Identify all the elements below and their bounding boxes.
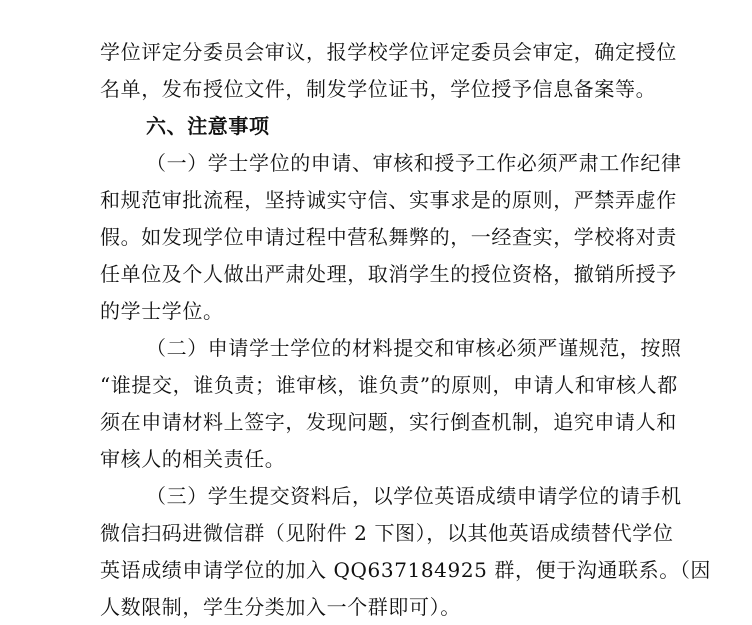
paragraph-line: 学位评定分委员会审议，报学校学位评定委员会审定，确定授位 bbox=[100, 40, 677, 64]
paragraph-line: 名单，发布授位文件，制发学位证书，学位授予信息备案等。 bbox=[100, 77, 657, 101]
paragraph-line: 微信扫码进微信群（见附件 2 下图），以其他英语成绩替代学位 bbox=[100, 521, 674, 545]
paragraph-line: 的学士学位。 bbox=[100, 299, 224, 323]
paragraph-line: 审核人的相关责任。 bbox=[100, 447, 286, 471]
paragraph-line: （三）学生提交资料后，以学位英语成绩申请学位的请手机 bbox=[146, 484, 682, 508]
paragraph-line: 任单位及个人做出严肃处理，取消学生的授位资格，撤销所授予 bbox=[100, 262, 677, 286]
paragraph-line: 假。如发现学位申请过程中营私舞弊的，一经查实，学校将对责 bbox=[100, 225, 677, 249]
paragraph-line: 和规范审批流程，坚持诚实守信、实事求是的原则，严禁弄虚作 bbox=[100, 188, 677, 212]
paragraph-line: （二）申请学士学位的材料提交和审核必须严谨规范，按照 bbox=[146, 336, 682, 360]
paragraph-line: 须在申请材料上签字，发现问题，实行倒查机制，追究申请人和 bbox=[100, 410, 677, 434]
paragraph-line: 人数限制，学生分类加入一个群即可）。 bbox=[100, 595, 461, 619]
paragraph-line: “谁提交，谁负责；谁审核，谁负责”的原则，申请人和审核人都 bbox=[100, 373, 678, 397]
paragraph-line: 英语成绩申请学位的加入 QQ637184925 群，便于沟通联系。（因 bbox=[100, 558, 712, 582]
section-heading: 六、注意事项 bbox=[146, 114, 270, 138]
paragraph-line: （一）学士学位的申请、审核和授予工作必须严肃工作纪律 bbox=[146, 151, 682, 175]
